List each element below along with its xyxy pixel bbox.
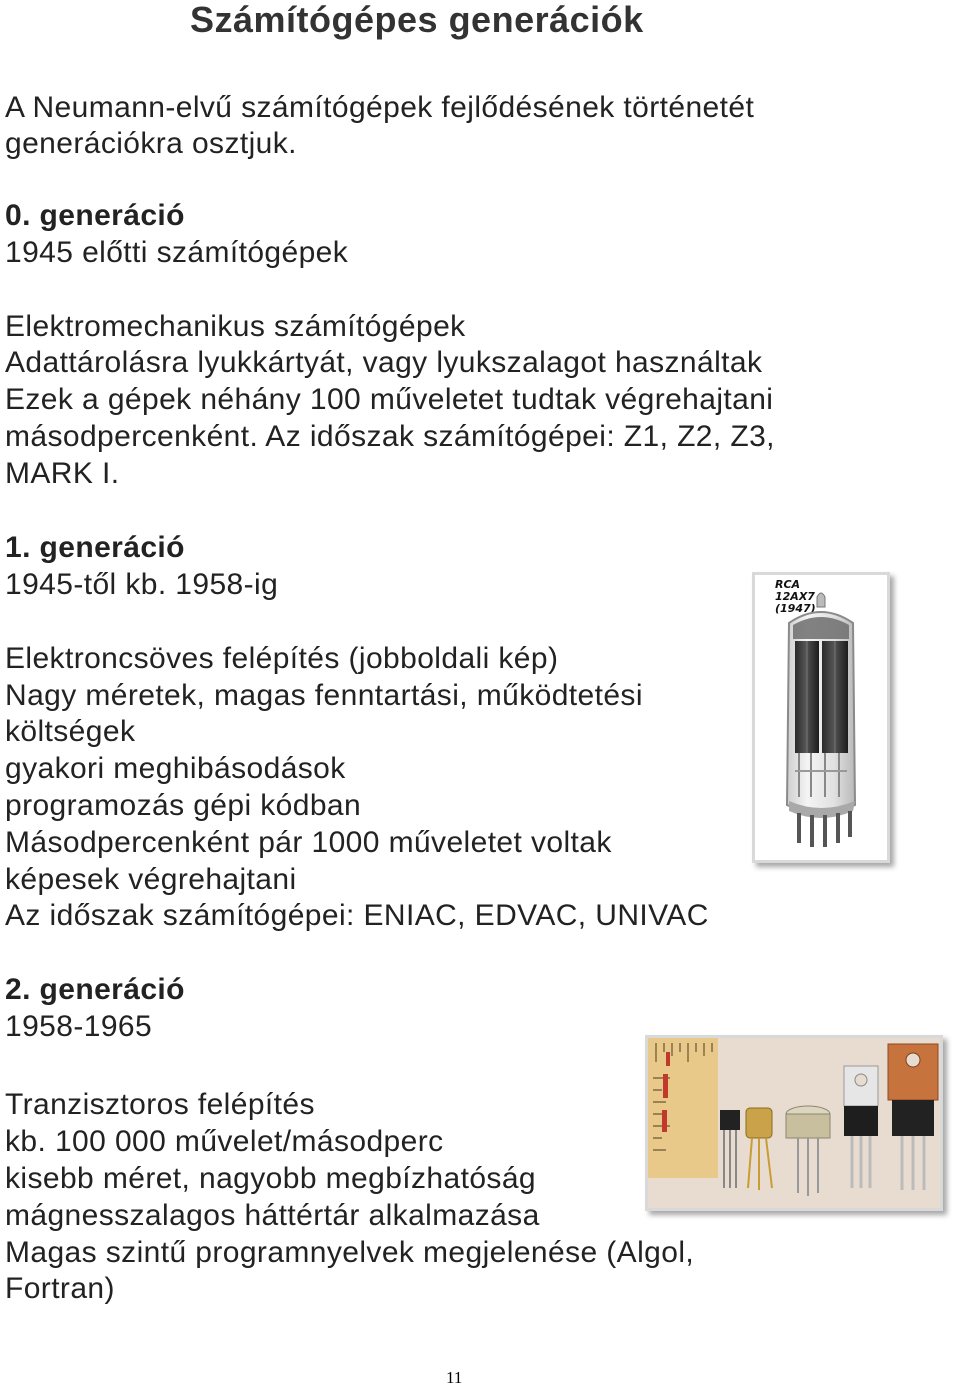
- tube-label-line: (1947): [775, 602, 816, 615]
- gen2-line: mágnesszalagos háttértár alkalmazása: [5, 1199, 540, 1232]
- gen0-line: Adattárolásra lyukkártyát, vagy lyukszalagot használtak: [5, 346, 763, 379]
- gen0-line: Ezek a gépek néhány 100 műveletet tudtak végrehajtani: [5, 383, 774, 416]
- gen1-line: Másodpercenként pár 1000 műveletet voltak: [5, 826, 612, 859]
- gen2-line: kisebb méret, nagyobb megbízhatóság: [5, 1162, 536, 1195]
- gen1-line: programozás gépi kódban: [5, 789, 362, 822]
- transistors-illustration: [648, 1038, 940, 1208]
- gen1-line: Nagy méretek, magas fenntartási, működtetési: [5, 679, 643, 712]
- gen0-line: MARK I.: [5, 457, 120, 490]
- gen2-line: Fortran): [5, 1272, 115, 1305]
- intro-line-2: generációkra osztjuk.: [5, 127, 297, 160]
- gen1-period: 1945-től kb. 1958-ig: [5, 568, 279, 601]
- gen1-line: gyakori meghibásodások: [5, 752, 346, 785]
- gen0-line: Elektromechanikus számítógépek: [5, 310, 466, 343]
- gen2-line: kb. 100 000 művelet/másodperc: [5, 1125, 444, 1158]
- page-number: 11: [446, 1368, 463, 1387]
- intro-line-1: A Neumann-elvű számítógépek fejlődésének történetét: [5, 91, 755, 124]
- gen0-line: másodpercenként. Az időszak számítógépei: Z1, Z2, Z3,: [5, 420, 775, 453]
- gen1-line: Az időszak számítógépei: ENIAC, EDVAC, UNIVAC: [5, 899, 709, 932]
- gen1-heading: 1. generáció: [5, 531, 185, 564]
- tube-label-line: RCA: [775, 578, 801, 591]
- vacuum-tube-illustration: [755, 575, 887, 860]
- gen1-line: költségek: [5, 715, 136, 748]
- transistors-photo: [645, 1035, 943, 1211]
- gen1-line: Elektroncsöves felépítés (jobboldali kép): [5, 642, 559, 675]
- gen2-heading: 2. generáció: [5, 973, 185, 1006]
- gen1-line: képesek végrehajtani: [5, 863, 297, 896]
- gen0-heading: 0. generáció: [5, 199, 185, 232]
- gen2-period: 1958-1965: [5, 1010, 153, 1043]
- gen0-period: 1945 előtti számítógépek: [5, 236, 349, 269]
- page-title: Számítógépes generációk: [190, 0, 644, 40]
- gen2-line: Tranzisztoros felépítés: [5, 1088, 315, 1121]
- vacuum-tube-photo: [752, 572, 890, 863]
- tube-label-line: 12AX7: [775, 590, 815, 603]
- gen2-line: Magas szintű programnyelvek megjelenése (Algol,: [5, 1236, 695, 1269]
